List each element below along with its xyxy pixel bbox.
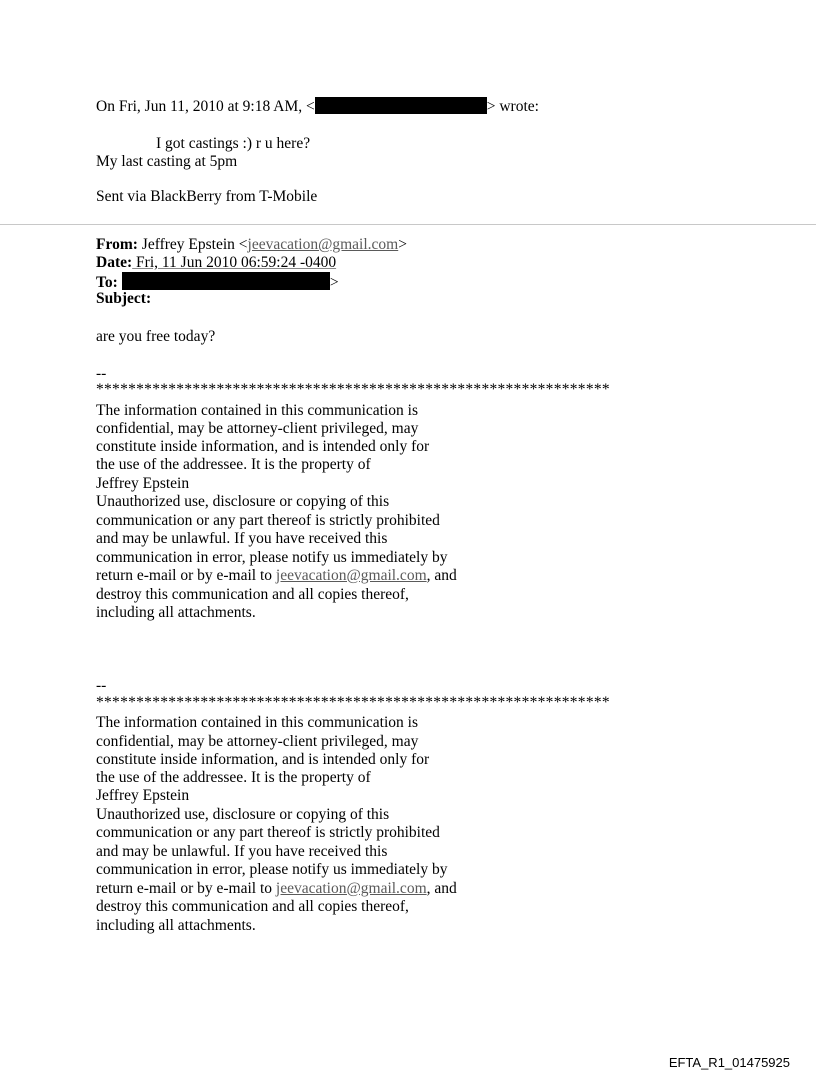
disclaimer-line: the use of the addressee. It is the property of xyxy=(96,456,371,473)
disclaimer-line: destroy this communication and all copies thereof, xyxy=(96,586,409,603)
from-label: From: xyxy=(96,236,138,253)
reply-header-suffix: > wrote: xyxy=(486,98,539,115)
from-email-link[interactable]: jeevacation@gmail.com xyxy=(247,236,399,253)
disclaimer-stars: **************************************************************** xyxy=(96,694,610,711)
return-suffix: , and xyxy=(426,880,457,897)
disclaimer-line: including all attachments. xyxy=(96,917,256,934)
to-label: To: xyxy=(96,274,118,291)
to-close: > xyxy=(329,274,339,291)
disclaimer-line: Unauthorized use, disclosure or copying of this xyxy=(96,493,390,510)
reply-header-prefix: On Fri, Jun 11, 2010 at 9:18 AM, < xyxy=(96,98,315,115)
disclaimer-return-line xyxy=(96,880,457,898)
disclaimer-line: and may be unlawful. If you have received this xyxy=(96,530,388,547)
disclaimer-stars: **************************************************************** xyxy=(96,381,610,398)
disclaimer-line: Jeffrey Epstein xyxy=(96,475,190,492)
disclaimer-dash: -- xyxy=(96,365,107,382)
return-prefix: return e-mail or by e-mail to xyxy=(96,567,276,584)
document-id: EFTA_R1_01475925 xyxy=(668,1055,790,1070)
disclaimer-line: The information contained in this communication is xyxy=(96,402,418,419)
reply-signature: Sent via BlackBerry from T-Mobile xyxy=(96,188,318,205)
date-value: Fri, 11 Jun 2010 06:59:24 -0400 xyxy=(132,254,337,271)
message-divider xyxy=(0,224,816,225)
reply-line-1: I got castings :) r u here? xyxy=(156,135,311,152)
disclaimer-line: confidential, may be attorney-client privileged, may xyxy=(96,420,419,437)
disclaimer-line: communication or any part thereof is strictly prohibited xyxy=(96,512,440,529)
redaction-bar xyxy=(122,272,330,290)
return-suffix: , and xyxy=(426,567,457,584)
disclaimer-line: Jeffrey Epstein xyxy=(96,787,190,804)
reply-header xyxy=(96,97,539,116)
date-label: Date: xyxy=(96,254,133,271)
message-body: are you free today? xyxy=(96,328,216,345)
return-prefix: return e-mail or by e-mail to xyxy=(96,880,276,897)
disclaimer-email-link[interactable]: jeevacation@gmail.com xyxy=(275,567,427,584)
subject-line xyxy=(96,290,151,308)
disclaimer-line: the use of the addressee. It is the property of xyxy=(96,769,371,786)
subject-label: Subject: xyxy=(96,290,152,307)
disclaimer-line: constitute inside information, and is intended only for xyxy=(96,438,430,455)
disclaimer-line: confidential, may be attorney-client privileged, may xyxy=(96,733,419,750)
disclaimer-return-line xyxy=(96,567,457,585)
redaction-bar xyxy=(315,97,487,114)
disclaimer-line: communication or any part thereof is strictly prohibited xyxy=(96,824,440,841)
disclaimer-line: destroy this communication and all copies thereof, xyxy=(96,898,409,915)
disclaimer-line: communication in error, please notify us immediately by xyxy=(96,549,448,566)
from-line xyxy=(96,236,407,254)
disclaimer-line: communication in error, please notify us immediately by xyxy=(96,861,448,878)
reply-line-2: My last casting at 5pm xyxy=(96,153,238,170)
from-close: > xyxy=(398,236,407,253)
disclaimer-line: including all attachments. xyxy=(96,604,256,621)
disclaimer-line: Unauthorized use, disclosure or copying of this xyxy=(96,806,390,823)
disclaimer-line: The information contained in this communication is xyxy=(96,714,418,731)
disclaimer-email-link[interactable]: jeevacation@gmail.com xyxy=(275,880,427,897)
date-line xyxy=(96,254,336,272)
to-line xyxy=(96,272,339,292)
disclaimer-line: constitute inside information, and is intended only for xyxy=(96,751,430,768)
disclaimer-line: and may be unlawful. If you have received this xyxy=(96,843,388,860)
from-name: Jeffrey Epstein < xyxy=(137,236,248,253)
disclaimer-dash: -- xyxy=(96,677,107,694)
